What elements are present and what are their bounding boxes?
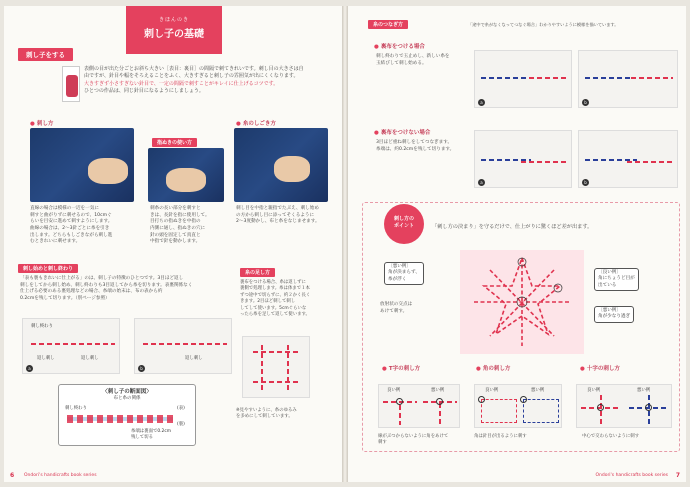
text-line: 角が少なり過ぎ: [598, 314, 631, 320]
diagram-label: (表): [177, 406, 185, 411]
photo-smooth: [234, 128, 328, 202]
step-badge-a: a: [478, 179, 485, 186]
text-line: 中指で針を動かします。: [150, 239, 201, 245]
good-label: 良い例: [485, 388, 499, 393]
lining-sample-b: [578, 50, 678, 108]
photo-thimble: [148, 148, 224, 202]
point-rule: 「刺し方の決まり」を守るだけで、仕上がりに驚くほど差が出ます。: [432, 224, 593, 230]
bad-label: 悪い例: [637, 388, 651, 393]
section-title: 刺し子をする: [18, 48, 73, 61]
cross-heading: ● 十字の刺し方: [580, 364, 620, 372]
text-line: 「表も裏もきれいに仕上がる」のは、刺し子の特徴のひとつです。3目ほど返し: [20, 276, 184, 281]
text-line: 出ている: [598, 282, 617, 288]
text-line: 2〜3度動かし、布と糸をなじませます。: [236, 219, 320, 225]
text-line: あけて刺す。: [380, 308, 408, 314]
cross-sample: [576, 384, 672, 428]
corner-sample: [474, 384, 562, 428]
lining-sample-a: [474, 50, 572, 108]
text-line: 目打ちの指ぬきを中指の: [150, 219, 201, 225]
text-line: 〔良い例〕: [598, 270, 621, 275]
callout-radial: [380, 302, 460, 315]
text-line: 刺す: [378, 440, 387, 446]
text-line: ったら糸を足して返して使います。: [240, 311, 310, 317]
nolining-sample-b: [578, 130, 678, 188]
step-badge-b: b: [582, 99, 589, 106]
text-line: 角が決まらず、: [388, 270, 420, 276]
stitch-label: 返し刺し: [37, 356, 55, 361]
diagram-note: [131, 429, 171, 440]
text-line: 〔悪い例〕: [388, 264, 411, 269]
text-line: 残して切る: [131, 434, 153, 440]
text-line: 曲線の場合は、2〜3針ごとに糸を引き: [30, 225, 110, 231]
diagram-label: (裏): [177, 422, 185, 427]
step-badge-b: b: [582, 179, 589, 186]
step-badge-a: a: [26, 365, 33, 372]
photo-how-to: [30, 128, 134, 202]
text-line: きは、長針を指に使用して。: [150, 212, 210, 218]
left-page: [4, 6, 342, 482]
text-line: むときれいに刺せます。: [30, 239, 81, 245]
text-line: 線がぶつからないように角をあけて: [378, 434, 449, 439]
text-line: ※見やすいように、糸のゆるみ: [236, 408, 297, 413]
text-line: 玉結びして刺し始める。: [376, 60, 427, 66]
text-line: を多めにして刺しています。: [236, 414, 293, 420]
smooth-heading: ● 糸のしごき方: [236, 119, 276, 127]
bad-label: 悪い例: [531, 388, 545, 393]
stitch-label: 返し刺し: [185, 356, 203, 361]
text-line: らいを目安に進めて刺すようにします。: [30, 219, 113, 225]
footer-text: Ondori's handicrafts book series: [595, 473, 668, 478]
stitch-label: 刺し終わり: [31, 324, 53, 329]
corner-note: 角は針目が出るように刺す: [474, 434, 527, 439]
t-heading: ● T字の刺し方: [382, 364, 420, 372]
top-note: 「途中で糸がなくなってつなぐ場合」わかりやすいように模様を描いています。: [468, 22, 619, 27]
text-line: 直線の場合は模様の一辺を一気に: [30, 206, 99, 211]
good-label: 良い例: [387, 388, 401, 393]
text-line: 内側に通し、指ぬきの穴に: [150, 225, 206, 231]
how-to-text: [30, 206, 138, 246]
diagram-label: 刺し終わり: [65, 406, 87, 411]
connect-section-title: 糸のつなぎ方: [368, 20, 408, 29]
smooth-text: [236, 206, 336, 226]
text-line: ずつ途中で切らずに、約２かく長く: [240, 292, 311, 298]
intro-line: 由ですが、針目や幅をそろえることをふく、大きすぎると刺し子の雰囲気が出にくくなります。: [84, 73, 299, 80]
nolining-sample-a: [474, 130, 572, 188]
text-line: 刺糸の長い部分を刺すと: [150, 206, 201, 211]
t-sample: [378, 384, 460, 428]
star-pattern: [460, 250, 584, 354]
text-line: 裏布をつける場合、糸は返しずに: [240, 280, 306, 285]
connect-note: [236, 408, 336, 421]
thimble-text: [150, 206, 232, 246]
text-line: 刺し目を中指と親指でたぶえ、刺し始め: [236, 206, 319, 211]
how-to-heading: ● 刺し方: [30, 119, 53, 127]
diagram-title: 〈刺し子の断面図〉: [102, 389, 152, 395]
thimble-label: 指ぬきの使い方: [152, 138, 197, 147]
point-badge: [384, 204, 424, 244]
lining-heading: ● 裏布をつける場合: [374, 42, 425, 50]
bad-label: 悪い例: [431, 388, 445, 393]
diagram-subtitle: 布と糸の関係: [113, 396, 141, 401]
text-line: 刺しをしてから刺し始め、刺し終わりも3目返してから糸を切ります。表裏関係なく: [20, 282, 193, 288]
connect-text: [240, 280, 340, 318]
t-note: [378, 434, 470, 447]
lining-text: [376, 54, 472, 67]
callout-good-corner: [594, 268, 639, 291]
header-kicker: きほんのき: [158, 17, 189, 23]
intro-text: [84, 66, 334, 95]
stitch-label: 返し刺し: [81, 356, 99, 361]
illustration-icon: [62, 66, 80, 102]
text-line: ポイント: [393, 223, 414, 229]
page-number: 7: [675, 472, 680, 479]
text-line: 裏側で処理します。糸は体まで１本: [240, 286, 310, 292]
text-line: 放射状の交点は: [380, 302, 413, 307]
text-line: 3目ほど重ね刺しをしてつなぎます。: [376, 140, 453, 145]
footer-text: Ondori's handicrafts book series: [24, 473, 97, 478]
text-line: 出します。どちらもしごきながら刺し進: [30, 232, 113, 238]
text-line: 0.2cmを残して切ります。（別ページ参照）: [20, 295, 110, 301]
text-line: 仕上げる必要のある裏処理などの場合、糸端の始末は、布の表から約: [20, 289, 163, 295]
text-line: 刺し方の: [393, 216, 414, 222]
intro-line: 大きすぎず小さすぎない針目で、一定の間隔で刺すことがキレイに仕上げるコツです。: [84, 80, 279, 87]
text-line: 角にちょうど目が: [598, 276, 635, 282]
start-end-sample-b: [134, 318, 232, 374]
text-line: 糸端は裏面で0.2cm: [131, 429, 172, 434]
text-line: 糸が浮く: [388, 276, 407, 282]
good-label: 良い例: [587, 388, 601, 393]
text-line: してして使います。5cmぐらいな: [240, 305, 307, 311]
page-title: 刺し子の基礎: [144, 29, 204, 40]
header-banner: [126, 6, 222, 54]
corner-heading: ● 角の刺し方: [476, 364, 510, 372]
text-line: きます。2目ほど刺して刺し: [240, 299, 296, 305]
text-line: 刺すと曲がりずに刺せるので、10cmぐ: [30, 212, 112, 218]
connect-heading: 糸の足し方: [240, 268, 275, 277]
step-badge-b: b: [138, 365, 145, 372]
start-end-heading: 刺し始めと刺し終わり: [18, 264, 78, 273]
text-line: 糸端は、約0.2cmを残して切ります。: [376, 146, 455, 152]
start-end-sample-a: [22, 318, 120, 374]
text-line: 針の頭を固定して真直と: [150, 232, 201, 238]
nolining-heading: ● 裏布をつけない場合: [374, 128, 430, 136]
text-line: 〔悪い例〕: [598, 308, 621, 313]
intro-line: 表側の目が出た分ごとお斜ち大きい［表目：裏目］の間隔で刺てきれいです。刺し目の大きさは自: [84, 66, 304, 72]
start-end-text: [20, 276, 230, 303]
text-line: の方から刺し目に添ってそくるように: [236, 212, 315, 218]
cross-note: 中心で交わらないように刺す: [582, 434, 640, 439]
text-line: 刺し終わりで玉止めし、新しい糸を: [376, 54, 450, 59]
connect-sample: [242, 336, 310, 398]
nolining-text: [376, 140, 472, 153]
intro-line: ひとつの作品は、同じ針目になるようにしましょう。: [84, 87, 204, 94]
page-number: 6: [10, 472, 15, 479]
step-badge-a: a: [478, 99, 485, 106]
callout-bad-overlap: [594, 306, 634, 323]
right-page: [348, 6, 686, 482]
cross-section-diagram: [58, 384, 196, 446]
callout-bad-corner: [384, 262, 424, 285]
